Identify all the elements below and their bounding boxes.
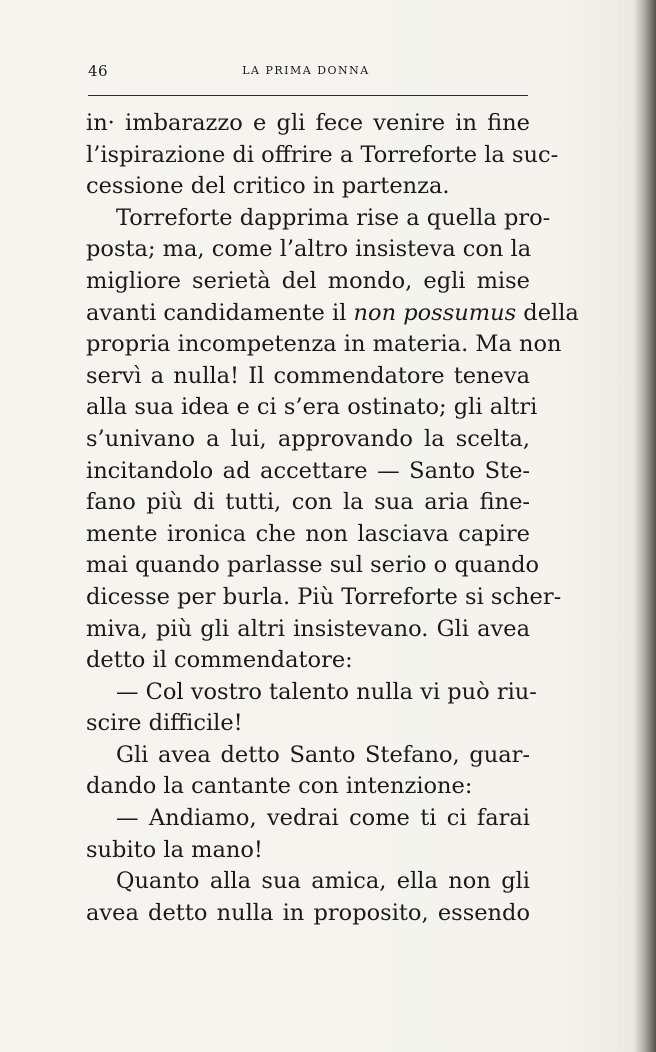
text-line: scire difficile! (86, 710, 243, 737)
text-line: l’ispirazione di offrire a Torreforte la suc- (86, 141, 559, 168)
text-fragment: della (523, 299, 579, 326)
text-line: migliore serietà del mondo, egli mise (86, 267, 530, 294)
text-line: mente ironica che non lasciava capire (86, 520, 530, 547)
text-line: Quanto alla sua amica, ella non gli (116, 868, 530, 895)
text-line: dicesse per burla. Più Torreforte si scher- (86, 583, 562, 610)
text-line (86, 298, 579, 330)
text-line: — Col vostro talento nulla vi può riu- (116, 678, 537, 705)
text-line: mai quando parlasse sul serio o quando (86, 552, 540, 579)
text-line: servì a nulla! Il commendatore teneva (86, 362, 530, 389)
text-line: avea detto nulla in proposito, essendo (86, 899, 530, 926)
page-edge-shadow (634, 0, 656, 1052)
text-line: dando la cantante con intenzione: (86, 773, 473, 800)
text-line: posta; ma, come l’altro insisteva con la (86, 236, 532, 263)
text-line: miva, più gli altri insistevano. Gli avea (86, 615, 530, 642)
text-line: incitandolo ad accettare — Santo Ste- (86, 457, 530, 484)
text-line: — Andiamo, vedrai come ti ci farai (116, 805, 530, 832)
body-text (86, 108, 579, 929)
text-line: s’univano a lui, approvando la scelta, (86, 425, 530, 452)
text-line: in· imbarazzo e gli fece venire in fine (86, 110, 530, 136)
page-number: 46 (88, 62, 109, 80)
header-rule (88, 95, 528, 96)
text-line: Torreforte dapprima rise a quella pro- (116, 204, 551, 231)
text-line: alla sua idea e ci s’era ostinato; gli altri (86, 394, 538, 421)
text-fragment: avanti candidamente il (86, 299, 347, 326)
text-line: propria incompetenza in materia. Ma non (86, 331, 562, 358)
running-title: LA PRIMA DONNA (242, 64, 370, 77)
text-line: subito la mano! (86, 836, 263, 863)
italic-phrase: non possumus (353, 299, 517, 326)
text-line: detto il commendatore: (86, 647, 353, 674)
text-line: fano più di tutti, con la sua aria fine- (86, 489, 530, 516)
text-line: cessione del critico in partenza. (86, 173, 450, 200)
page-header (86, 62, 526, 86)
text-line: Gli avea detto Santo Stefano, guar- (116, 741, 530, 768)
